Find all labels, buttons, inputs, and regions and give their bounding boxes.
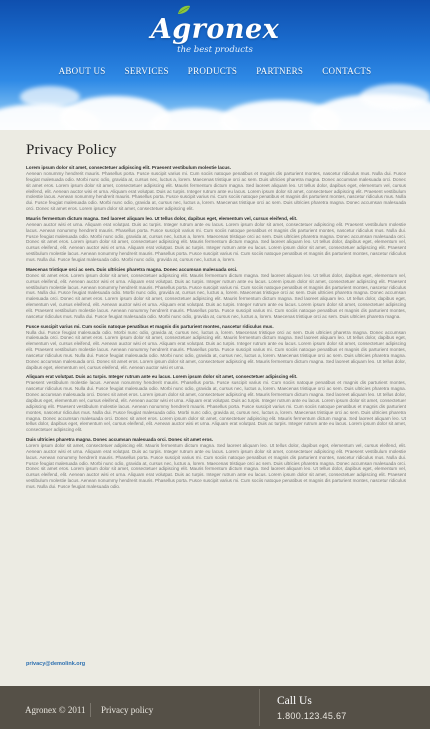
section-body: Lorem ipsum dolor sit amet, consectetuer adipiscing elit. Mauris fermentum dictum magna. Sed laoreet aliquam leo. Ut tellus dolor, dapibus eget, elementum vel, cursus eleifend, elit. Aenean auctor wisi et urna. Aliquam erat volutpat. Duis ac turpis. Integer rutrum ante eu lacus. Lorem ipsum dolor sit amet, consectetuer adipiscing elit. Praesent vestibulum molestie lacus. Aenean nonummy hendrerit mauris. Phasellus porta. Fusce suscipit varius mi. Cum sociis natoque penatibus et magnis dis parturient montes, nascetur ridiculus mus. Nulla dui. Fusce feugiat malesuada odio. Morbi nunc odio, gravida at, cursus nec, luctus a, lorem. Maecenas tristique orci ac sem. Duis ultricies pharetra magna. Donec accumsan malesuada orci. Donec sit amet eros. Lorem ipsum dolor sit amet, consectetuer adipiscing elit. Mauris fermentum dictum magna. Sed laoreet aliquam leo. Ut tellus dolor, dapibus eget, elementum vel, cursus eleifend, elit. Aenean auctor wisi et urna. Aliquam erat volutpat. Duis ac turpis. Integer rutrum ante eu lacus. Lorem ipsum dolor sit amet, consectetuer adipiscing elit. Praesent vestibulum molestie lacus. Aenean nonummy hendrerit mauris. Phasellus porta. Fusce suscipit varius mi. Cum sociis natoque penatibus et magnis dis parturient montes, nascetur ridiculus mus. Nulla dui. Fusce feugiat malesuada odio. (26, 443, 406, 489)
phone-number: 1.800.123.45.67 (277, 711, 347, 721)
policy-section (26, 165, 406, 212)
section-heading: Duis ultricies pharetra magna. Donec accumsan malesuada orci. Donec sit amet eros. (26, 437, 214, 443)
section-heading: Fusce suscipit varius mi. Cum sociis natoque penatibus et magnis dis parturient montes, nascetur ridiculus mus. (26, 323, 274, 329)
section-body: Aenean nonummy hendrerit mauris. Phasellus porta. Fusce suscipit varius mi. Cum sociis natoque penatibus et magnis dis parturient montes, nascetur ridiculus mus. Nulla dui. Fusce feugiat malesuada odio. Morbi nunc odio, gravida at, cursus nec, luctus a, lorem. Maecenas tristique orci ac sem. Duis ultricies pharetra magna. Donec accumsan malesuada orci. Donec sit amet eros. Lorem ipsum dolor sit amet, consectetuer adipiscing elit. Mauris fermentum dictum magna. Sed laoreet aliquam leo. Ut tellus dolor, dapibus eget, elementum vel, cursus eleifend, elit. Aenean auctor wisi et urna. Aliquam erat volutpat. Duis ac turpis. Integer rutrum ante eu lacus. Lorem ipsum dolor sit amet, consectetuer adipiscing elit. Praesent vestibulum molestie lacus. Aenean nonummy hendrerit mauris. Phasellus porta. Fusce suscipit varius mi. Cum sociis natoque penatibus et magnis dis parturient montes, nascetur ridiculus mus. Nulla dui. Fusce feugiat malesuada odio. Morbi nunc odio, gravida at, cursus nec, luctus a, lorem. Maecenas tristique orci ac sem. Duis ultricies pharetra magna. Donec accumsan malesuada orci. Donec sit amet eros. Lorem ipsum dolor sit amet, consectetuer adipiscing elit. (26, 171, 406, 212)
section-body: Donec sit amet eros. Lorem ipsum dolor sit amet, consectetuer adipiscing elit. Mauris fermentum dictum magna. Sed laoreet aliquam leo. Ut tellus dolor, dapibus eget, elementum vel, cursus eleifend, elit. Aenean auctor wisi et urna. Aliquam erat volutpat. Duis ac turpis. Integer rutrum ante eu lacus. Lorem ipsum dolor sit amet, consectetuer adipiscing elit. Praesent vestibulum molestie lacus. Aenean nonummy hendrerit mauris. Phasellus porta. Fusce suscipit varius mi. Cum sociis natoque penatibus et magnis dis parturient montes, nascetur ridiculus mus. Nulla dui. Fusce feugiat malesuada odio. Morbi nunc odio, gravida at, cursus nec, luctus a, lorem. Maecenas tristique orci ac sem. Duis ultricies pharetra magna. Donec accumsan malesuada orci. Donec sit amet eros. Lorem ipsum dolor sit amet, consectetuer adipiscing elit. Mauris fermentum dictum magna. Sed laoreet aliquam leo. Ut tellus dolor, dapibus eget, elementum vel, cursus eleifend, elit. Aenean auctor wisi et urna. Aliquam erat volutpat. Duis ac turpis. Integer rutrum ante eu lacus. Lorem ipsum dolor sit amet, consectetuer adipiscing elit. Praesent vestibulum molestie lacus. Aenean nonummy hendrerit mauris. Phasellus porta. Fusce suscipit varius mi. Cum sociis natoque penatibus et magnis dis parturient montes, nascetur ridiculus mus. Nulla dui. Fusce feugiat malesuada odio. Morbi nunc odio, gravida at, cursus nec, luctus a, lorem. Maecenas tristique orci ac sem. Duis ultricies pharetra magna. (26, 272, 406, 319)
main-content (26, 142, 406, 494)
leaf-icon (177, 5, 191, 15)
privacy-email-link[interactable]: privacy@demolink.org (26, 661, 86, 667)
footer-copyright: Agronex © 2011 (25, 705, 86, 715)
nav-about-us[interactable]: ABOUT US (58, 66, 106, 76)
policy-section (26, 437, 406, 490)
policy-section (26, 216, 406, 263)
nav-products[interactable]: PRODUCTS (187, 66, 238, 76)
page-title: Privacy Policy (26, 142, 117, 158)
policy-section (26, 267, 406, 320)
call-us-label: Call Us (277, 695, 312, 707)
section-body: Nulla dui. Fusce feugiat malesuada odio. Morbi nunc odio, gravida at, cursus nec, luctus a, lorem. Maecenas tristique orci ac sem. Duis ultricies pharetra magna. Donec accumsan malesuada orci. Donec sit amet eros. Lorem ipsum dolor sit amet, consectetuer adipiscing elit. Mauris fermentum dictum magna. Sed laoreet aliquam leo. Ut tellus dolor, dapibus eget, elementum vel, cursus eleifend, elit. Aenean auctor wisi et urna. Aliquam erat volutpat. Duis ac turpis. Integer rutrum ante eu lacus. Lorem ipsum dolor sit amet, consectetuer adipiscing elit. Praesent vestibulum molestie lacus. Aenean nonummy hendrerit mauris. Phasellus porta. Fusce suscipit varius mi. Cum sociis natoque penatibus et magnis dis parturient montes, nascetur ridiculus mus. Nulla dui. Fusce feugiat malesuada odio. Morbi nunc odio, gravida at, cursus nec, luctus a, lorem. Maecenas tristique orci ac sem. Duis ultricies pharetra magna. Donec accumsan malesuada orci. Donec sit amet eros. Lorem ipsum dolor sit amet, consectetuer adipiscing elit. Mauris fermentum dictum magna. Sed laoreet aliquam leo. Ut tellus dolor, dapibus eget, elementum vel, cursus eleifend, elit. Aenean auctor wisi et urna. (26, 329, 406, 370)
section-heading: Lorem ipsum dolor sit amet, consectetuer adipiscing elit. Praesent vestibulum molestie lacus. (26, 165, 231, 170)
logo-wordmark: Agronex (150, 14, 280, 45)
main-nav (0, 66, 430, 76)
policy-section (26, 374, 406, 433)
section-heading: Maecenas tristique orci ac sem. Duis ultricies pharetra magna. Donec accumsan malesuada orci. (26, 266, 238, 272)
section-heading: Mauris fermentum dictum magna. Sed laoreet aliquam leo. Ut tellus dolor, dapibus eget, elementum vel, cursus eleifend, elit. (26, 215, 298, 221)
footer-privacy-link[interactable]: Privacy policy (101, 705, 154, 715)
logo-text (151, 14, 279, 45)
section-body: Praesent vestibulum molestie lacus. Aenean nonummy hendrerit mauris. Phasellus porta. Fusce suscipit varius mi. Cum sociis natoque penatibus et magnis dis parturient montes, nascetur ridiculus mus. Nulla dui. Fusce feugiat malesuada odio. Morbi nunc odio, gravida at, cursus nec, luctus a, lorem. Maecenas tristique orci ac sem. Duis ultricies pharetra magna. Donec accumsan malesuada orci. Donec sit amet eros. Lorem ipsum dolor sit amet, consectetuer adipiscing elit. Mauris fermentum dictum magna. Sed laoreet aliquam leo. Ut tellus dolor, dapibus eget, elementum vel, cursus eleifend, elit. Aenean auctor wisi et urna. Aliquam erat volutpat. Duis ac turpis. Integer rutrum ante eu lacus. Lorem ipsum dolor sit amet, consectetuer adipiscing elit. Praesent vestibulum molestie lacus. Aenean nonummy hendrerit mauris. Phasellus porta. Fusce suscipit varius mi. Cum sociis natoque penatibus et magnis dis parturient montes, nascetur ridiculus mus. Nulla dui. Fusce feugiat malesuada odio. Morbi nunc odio, gravida at, cursus nec, luctus a, lorem. Maecenas tristique orci ac sem. Duis ultricies pharetra magna. Donec accumsan malesuada orci. Donec sit amet eros. Lorem ipsum dolor sit amet, consectetuer adipiscing elit. Mauris fermentum dictum magna. Sed laoreet aliquam leo. Ut tellus dolor, dapibus eget, elementum vel, cursus eleifend, elit. Aenean auctor wisi et urna. Aliquam erat volutpat. Duis ac turpis. Integer rutrum ante eu lacus. Lorem ipsum dolor sit amet, consectetuer adipiscing elit. (26, 380, 406, 433)
section-body: Aenean auctor wisi et urna. Aliquam erat volutpat. Duis ac turpis. Integer rutrum ante eu lacus. Lorem ipsum dolor sit amet, consectetuer adipiscing elit. Praesent vestibulum molestie lacus. Aenean nonummy hendrerit mauris. Phasellus porta. Fusce suscipit varius mi. Cum sociis natoque penatibus et magnis dis parturient montes, nascetur ridiculus mus. Nulla dui. Fusce feugiat malesuada odio. Morbi nunc odio, gravida at, cursus nec, luctus a, lorem. Maecenas tristique orci ac sem. Duis ultricies pharetra magna. Donec accumsan malesuada orci. Donec sit amet eros. Lorem ipsum dolor sit amet, consectetuer adipiscing elit. Mauris fermentum dictum magna. Sed laoreet aliquam leo. Ut tellus dolor, dapibus eget, elementum vel, cursus eleifend, elit. Aenean auctor wisi et urna. Aliquam erat volutpat. Duis ac turpis. Integer rutrum ante eu lacus. Lorem ipsum dolor sit amet, consectetuer adipiscing elit. Praesent vestibulum molestie lacus. Aenean nonummy hendrerit mauris. Phasellus porta. Fusce suscipit varius mi. Cum sociis natoque penatibus et magnis dis parturient montes, nascetur ridiculus mus. Nulla dui. Fusce feugiat malesuada odio. Morbi nunc odio, gravida at, cursus nec, luctus a, lorem. (26, 221, 406, 262)
footer-divider (259, 689, 260, 726)
policy-section (26, 324, 406, 371)
nav-partners[interactable]: PARTNERS (256, 66, 304, 76)
section-heading: Aliquam erat volutpat. Duis ac turpis. Integer rutrum ante eu lacus. Lorem ipsum dolor sit amet, consectetuer adipiscing elit. (26, 374, 298, 380)
nav-services[interactable]: SERVICES (124, 66, 169, 76)
tagline: the best products (177, 45, 253, 55)
site-header (0, 0, 430, 130)
nav-contacts[interactable]: CONTACTS (322, 66, 372, 76)
cloud-decoration (20, 86, 80, 108)
site-footer (0, 686, 430, 729)
logo[interactable] (0, 14, 430, 55)
cloud-decoration (360, 84, 430, 110)
footer-separator (90, 703, 91, 717)
